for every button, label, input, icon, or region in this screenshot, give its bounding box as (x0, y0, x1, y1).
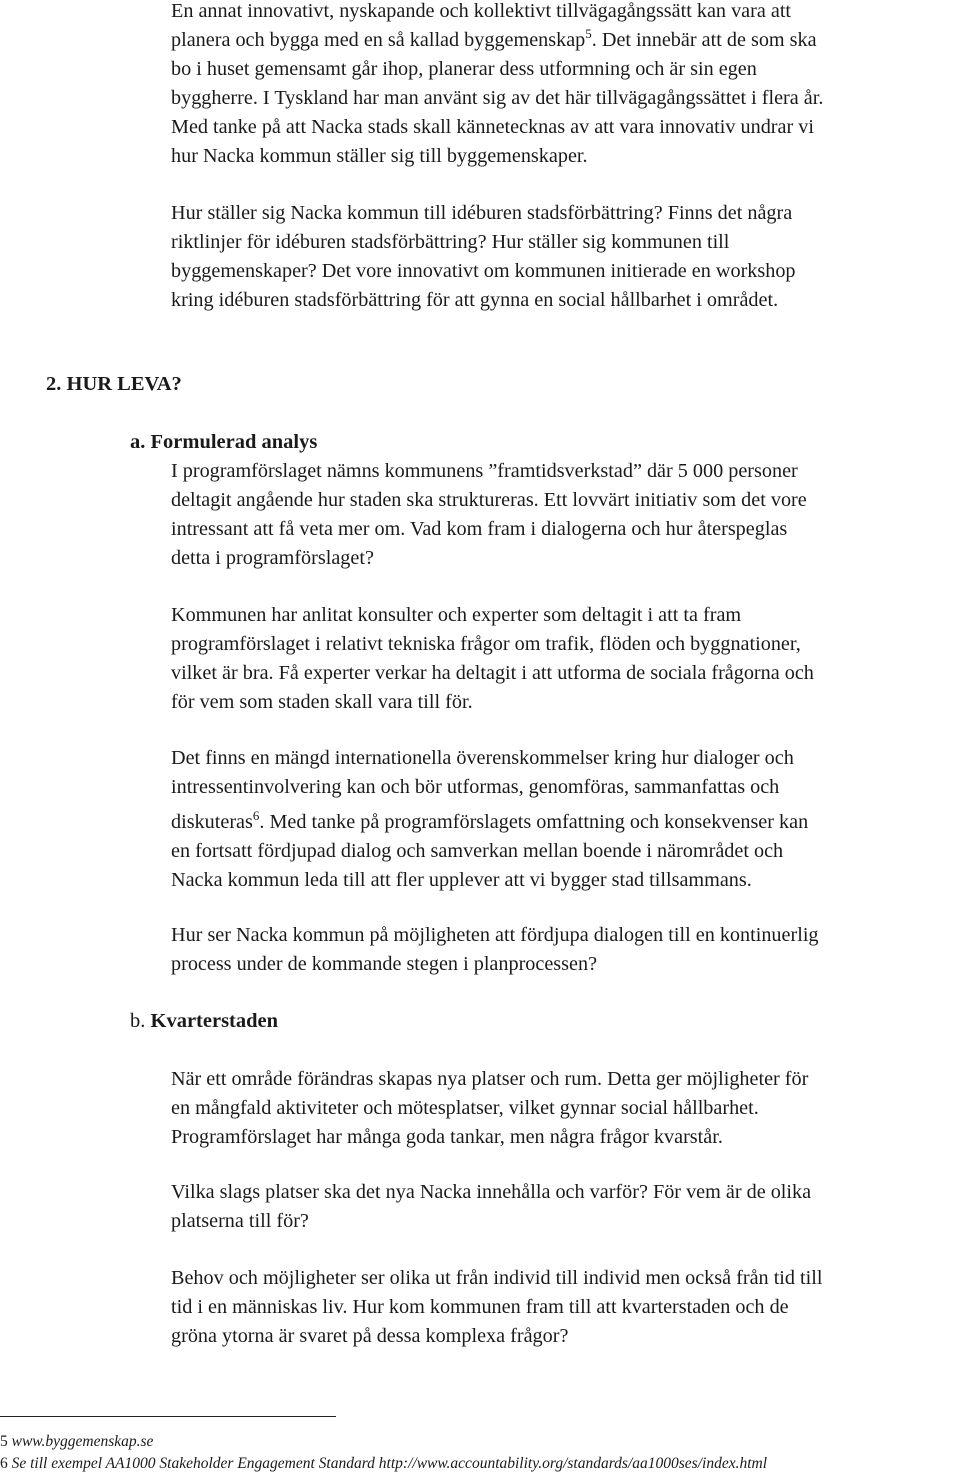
text-line: I programförslaget nämns kommunens ”framtidsverkstad” där 5 000 personer (171, 460, 798, 482)
footnote-5 (0, 1432, 153, 1452)
text-line: bo i huset gemensamt går ihop, planerar dess utformning och är sin egen (171, 58, 757, 80)
paragraph-vilka-platser (171, 1178, 960, 1236)
text-segment: . Med tanke på programförslagets omfattning och konsekvenser kan (259, 811, 809, 833)
text-line: riktlinjer för idéburen stadsförbättring? Hur ställer sig kommunen till (171, 231, 730, 253)
text-line: Programförslaget har många goda tankar, men några frågor kvarstår. (171, 1126, 723, 1148)
paragraph-fordjupa-dialog (171, 921, 960, 979)
subheading-title: Kvarterstaden (150, 1010, 279, 1032)
footnote-link[interactable]: www.byggemenskap.se (11, 1433, 154, 1450)
text-line: Det finns en mängd internationella överenskommelser kring hur dialoger och (171, 747, 794, 769)
text-line: När ett område förändras skapas nya platser och rum. Detta ger möjligheter för (171, 1068, 809, 1090)
text-segment: . Det innebär att de som ska (591, 29, 817, 51)
footnote-ref-6: 6 (252, 808, 260, 823)
text-line: vilket är bra. Få experter verkar ha deltagit i att utforma de sociala frågorna och (171, 662, 814, 684)
text-line: En annat innovativt, nyskapande och kollektivt tillvägagångssätt kan vara att (171, 0, 792, 22)
text-line: programförslaget i relativt tekniska frågor om trafik, flöden och byggnationer, (171, 633, 801, 655)
text-line: en fortsatt fördjupad dialog och samverkan mellan boende i närområdet och (171, 840, 784, 862)
footnote-number: 5 (0, 1433, 8, 1450)
text-line (171, 808, 960, 837)
text-line: intressentinvolvering kan och bör utformas, genomföras, sammanfattas och (171, 776, 780, 798)
paragraph-dialoger (171, 744, 960, 895)
text-segment: diskuteras (171, 811, 253, 833)
text-line: för vem som staden skall vara till för. (171, 691, 473, 713)
text-line: platserna till för? (171, 1210, 309, 1232)
text-line: byggemenskaper? Det vore innovativt om kommunen initierade en workshop (171, 260, 796, 282)
subheading-formulerad-analys (130, 428, 317, 456)
text-line: Nacka kommun leda till att fler upplever att vi bygger stad tillsammans. (171, 869, 752, 891)
footnote-number: 6 (0, 1455, 8, 1472)
text-line: byggherre. I Tyskland har man använt sig av det här tillvägagångssättet i flera år. (171, 87, 824, 109)
text-line: Behov och möjligheter ser olika ut från individ till individ men också från tid till (171, 1267, 823, 1289)
footnote-ref-5: 5 (585, 26, 592, 41)
text-line: Med tanke på att Nacka stads skall kännetecknas av att vara innovativ undrar vi (171, 116, 814, 138)
text-segment: planera och bygga med en så kallad byggemenskap (171, 29, 586, 51)
paragraph-framtidsverkstad (171, 457, 960, 573)
footnote-divider (0, 1416, 336, 1417)
text-line: tid i en människas liv. Hur kom kommunen fram till att kvarterstaden och de (171, 1296, 789, 1318)
subheading-kvarterstaden (130, 1007, 278, 1035)
paragraph-ideburen (171, 199, 960, 315)
paragraph-byggemenskap (171, 0, 960, 171)
paragraph-nya-platser (171, 1065, 960, 1152)
footnote-6 (0, 1454, 767, 1474)
text-line: Hur ställer sig Nacka kommun till idéburen stadsförbättring? Finns det några (171, 202, 793, 224)
subheading-letter: a. (130, 431, 146, 453)
paragraph-behov (171, 1264, 960, 1351)
subheading-letter: b. (130, 1010, 146, 1032)
footnote-text[interactable]: Se till exempel AA1000 Stakeholder Engagement Standard http://www.accountability.org/standards/aa1000ses/index.html (11, 1455, 768, 1472)
text-line: kring idéburen stadsförbättring för att gynna en social hållbarhet i området. (171, 289, 779, 311)
text-line: hur Nacka kommun ställer sig till byggemenskaper. (171, 145, 588, 167)
section-heading-hur-leva: 2. HUR LEVA? (46, 373, 182, 395)
text-line: intressant att få veta mer om. Vad kom fram i dialogerna och hur återspeglas (171, 518, 788, 540)
text-line: Kommunen har anlitat konsulter och experter som deltagit i att ta fram (171, 604, 742, 626)
text-line: gröna ytorna är svaret på dessa komplexa frågor? (171, 1325, 569, 1347)
text-line: Vilka slags platser ska det nya Nacka innehålla och varför? För vem är de olika (171, 1181, 812, 1203)
text-line: process under de kommande stegen i planprocessen? (171, 953, 598, 975)
paragraph-konsulter (171, 601, 960, 717)
subheading-title: Formulerad analys (150, 431, 318, 453)
text-line: deltagit angående hur staden ska struktureras. Ett lovvärt initiativ som det vore (171, 489, 807, 511)
text-line: detta i programförslaget? (171, 547, 374, 569)
text-line (171, 26, 960, 55)
text-line: en mångfald aktiviteter och mötesplatser, vilket gynnar social hållbarhet. (171, 1097, 759, 1119)
text-line: Hur ser Nacka kommun på möjligheten att fördjupa dialogen till en kontinuerlig (171, 924, 819, 946)
